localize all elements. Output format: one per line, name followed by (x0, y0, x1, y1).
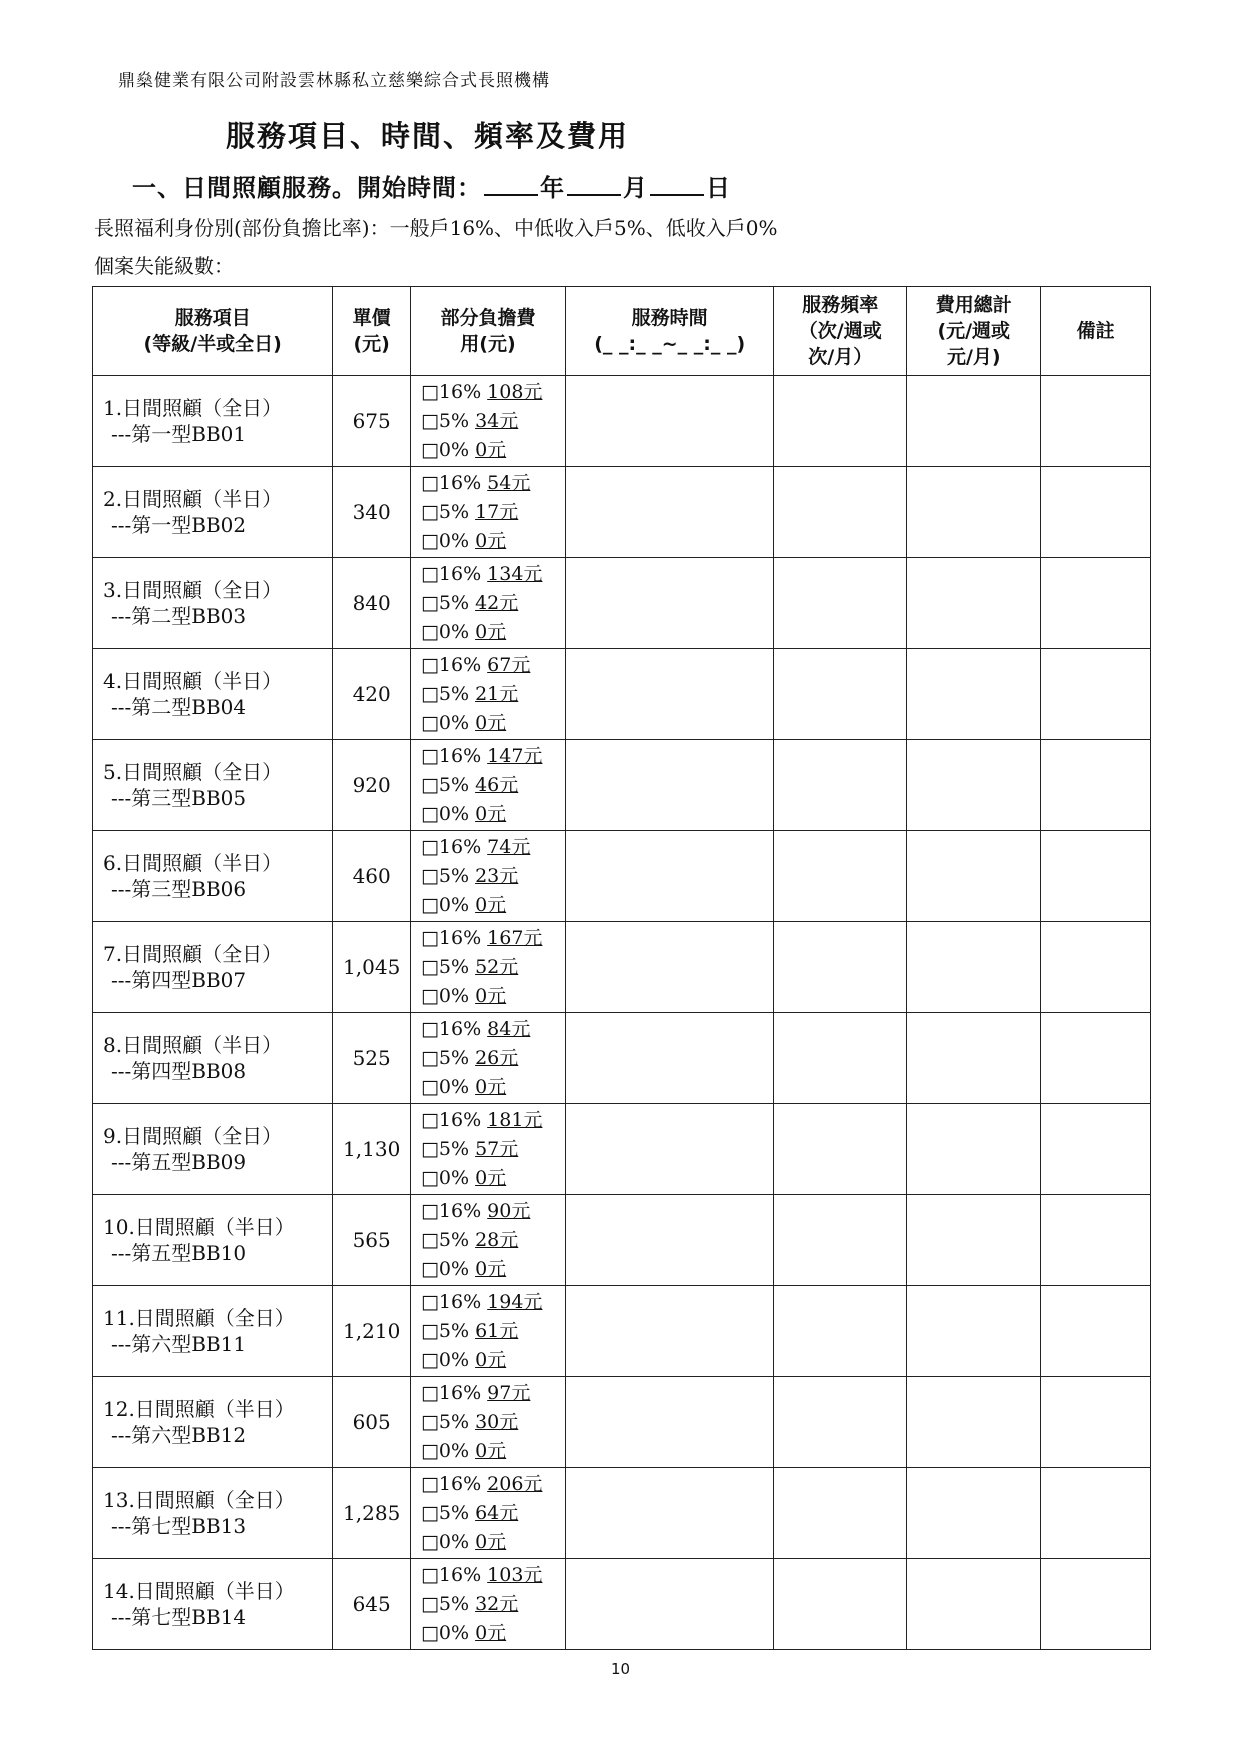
total-fee-cell[interactable] (907, 1286, 1041, 1377)
copay-cell (410, 467, 565, 558)
unit-price: 420 (333, 649, 411, 740)
unit-price: 645 (333, 1559, 411, 1650)
copay-cell (410, 831, 565, 922)
frequency-cell[interactable] (774, 467, 907, 558)
copay-option[interactable] (421, 891, 565, 920)
remarks-cell[interactable] (1041, 1286, 1151, 1377)
remarks-cell[interactable] (1041, 1195, 1151, 1286)
copay-amount: 74元 (487, 835, 531, 858)
copay-checkbox-label[interactable]: □5% (420, 773, 470, 796)
table-row (93, 922, 1151, 1013)
day-label: 日 (706, 174, 731, 202)
frequency-cell[interactable] (774, 1013, 907, 1104)
copay-checkbox-label[interactable]: □0% (420, 1439, 470, 1462)
copay-amount: 0元 (475, 1348, 507, 1371)
copay-amount: 64元 (475, 1501, 519, 1524)
unit-price: 460 (333, 831, 411, 922)
table-row (93, 1377, 1151, 1468)
frequency-cell[interactable] (774, 649, 907, 740)
service-name: 9.日間照顧（全日） (103, 1124, 283, 1148)
copay-cell (410, 376, 565, 467)
header-total-fee: 費用總計 (元/週或 元/月) (907, 287, 1041, 376)
service-fee-table (92, 286, 1151, 1650)
frequency-cell[interactable] (774, 831, 907, 922)
total-fee-cell[interactable] (907, 376, 1041, 467)
copay-checkbox-label[interactable]: □0% (420, 1166, 470, 1189)
service-item-cell (93, 922, 333, 1013)
copay-amount: 0元 (475, 1439, 507, 1462)
copay-checkbox-label[interactable]: □0% (420, 1530, 470, 1553)
copay-cell (410, 1286, 565, 1377)
unit-price: 1,045 (333, 922, 411, 1013)
table-row (93, 1468, 1151, 1559)
copay-option[interactable] (421, 953, 565, 982)
table-row (93, 558, 1151, 649)
remarks-cell[interactable] (1041, 922, 1151, 1013)
copay-checkbox-label[interactable]: □0% (420, 893, 470, 916)
copay-option[interactable] (421, 407, 565, 436)
copay-checkbox-label[interactable]: □0% (420, 802, 470, 825)
service-code: ---第四型BB07 (111, 968, 247, 992)
table-row (93, 740, 1151, 831)
copay-checkbox-label[interactable]: □16% (420, 926, 482, 949)
service-time-cell[interactable] (566, 558, 774, 649)
month-blank[interactable] (567, 172, 621, 196)
unit-price: 340 (333, 467, 411, 558)
copay-option[interactable] (421, 833, 565, 862)
copay-option[interactable] (421, 589, 565, 618)
copay-option[interactable] (421, 1044, 565, 1073)
copay-checkbox-label[interactable]: □16% (420, 1290, 482, 1313)
unit-price: 1,285 (333, 1468, 411, 1559)
copay-checkbox-label[interactable]: □5% (420, 1137, 470, 1160)
header-service-item: 服務項目 (等級/半或全日) (93, 287, 333, 376)
table-header-row (93, 287, 1151, 376)
copay-option[interactable] (421, 436, 565, 465)
remarks-cell[interactable] (1041, 740, 1151, 831)
remarks-cell[interactable] (1041, 831, 1151, 922)
copay-cell (410, 649, 565, 740)
copay-amount: 0元 (475, 984, 507, 1007)
service-code: ---第六型BB12 (111, 1423, 247, 1447)
copay-checkbox-label[interactable]: □5% (420, 1046, 470, 1069)
service-name: 12.日間照顧（半日） (103, 1397, 295, 1421)
copay-checkbox-label[interactable]: □5% (420, 1501, 470, 1524)
copay-amount: 42元 (475, 591, 519, 614)
copay-checkbox-label[interactable]: □16% (420, 1017, 482, 1040)
unit-price: 920 (333, 740, 411, 831)
total-fee-cell[interactable] (907, 1104, 1041, 1195)
copay-amount: 0元 (475, 893, 507, 916)
copay-amount: 103元 (487, 1563, 543, 1586)
service-time-cell[interactable] (566, 831, 774, 922)
copay-checkbox-label[interactable]: □0% (420, 1257, 470, 1280)
copay-option[interactable] (421, 498, 565, 527)
service-item-cell (93, 1013, 333, 1104)
service-code: ---第二型BB04 (111, 695, 247, 719)
remarks-cell[interactable] (1041, 1377, 1151, 1468)
copay-option[interactable] (421, 1499, 565, 1528)
page-number: 10 (610, 1660, 631, 1678)
copay-amount: 0元 (475, 711, 507, 734)
total-fee-cell[interactable] (907, 467, 1041, 558)
copay-checkbox-label[interactable]: □5% (420, 955, 470, 978)
copay-amount: 147元 (487, 744, 543, 767)
copay-checkbox-label[interactable]: □16% (420, 1381, 482, 1404)
service-name: 14.日間照顧（半日） (103, 1579, 295, 1603)
service-name: 10.日間照顧（半日） (103, 1215, 295, 1239)
copay-amount: 17元 (475, 500, 519, 523)
copay-ratio-note: 長照福利身份別(部份負擔比率)：一般戶16%、中低收入戶5%、低收入戶0% (94, 216, 778, 240)
copay-amount: 0元 (475, 438, 507, 461)
table-row (93, 649, 1151, 740)
service-item-cell (93, 1104, 333, 1195)
copay-checkbox-label[interactable]: □0% (420, 1348, 470, 1371)
copay-amount: 0元 (475, 529, 507, 552)
copay-amount: 97元 (487, 1381, 531, 1404)
copay-checkbox-label[interactable]: □16% (420, 380, 482, 403)
frequency-cell[interactable] (774, 1286, 907, 1377)
frequency-cell[interactable] (774, 558, 907, 649)
header-frequency: 服務頻率 （次/週或 次/月） (774, 287, 907, 376)
total-fee-cell[interactable] (907, 558, 1041, 649)
copay-checkbox-label[interactable]: □16% (420, 653, 482, 676)
copay-option[interactable] (421, 1317, 565, 1346)
service-name: 7.日間照顧（全日） (103, 942, 283, 966)
service-item-cell (93, 740, 333, 831)
copay-amount: 206元 (487, 1472, 543, 1495)
service-name: 13.日間照顧（全日） (103, 1488, 295, 1512)
copay-checkbox-label[interactable]: □5% (420, 1228, 470, 1251)
service-name: 8.日間照顧（半日） (103, 1033, 283, 1057)
copay-option[interactable] (421, 1164, 565, 1193)
page-title: 服務項目、時間、頻率及費用 (226, 119, 630, 153)
total-fee-cell[interactable] (907, 740, 1041, 831)
copay-option[interactable] (421, 1408, 565, 1437)
copay-checkbox-label[interactable]: □0% (420, 984, 470, 1007)
service-code: ---第三型BB06 (111, 877, 247, 901)
copay-option[interactable] (421, 771, 565, 800)
copay-cell (410, 1013, 565, 1104)
copay-option[interactable] (421, 680, 565, 709)
service-time-cell[interactable] (566, 1013, 774, 1104)
total-fee-cell[interactable] (907, 1013, 1041, 1104)
copay-checkbox-label[interactable]: □0% (420, 1621, 470, 1644)
service-code: ---第二型BB03 (111, 604, 247, 628)
header-copay: 部分負擔費 用(元) (410, 287, 565, 376)
service-name: 3.日間照顧（全日） (103, 578, 283, 602)
copay-checkbox-label[interactable]: □0% (420, 1075, 470, 1098)
service-time-cell[interactable] (566, 376, 774, 467)
frequency-cell[interactable] (774, 1559, 907, 1650)
copay-checkbox-label[interactable]: □0% (420, 620, 470, 643)
service-code: ---第七型BB14 (111, 1605, 247, 1629)
service-code: ---第五型BB09 (111, 1150, 247, 1174)
copay-amount: 134元 (487, 562, 543, 585)
copay-amount: 0元 (475, 620, 507, 643)
copay-option[interactable] (421, 1288, 565, 1317)
header-remarks: 備註 (1041, 287, 1151, 376)
total-fee-cell[interactable] (907, 922, 1041, 1013)
copay-checkbox-label[interactable]: □16% (420, 562, 482, 585)
table-row (93, 1195, 1151, 1286)
copay-amount: 23元 (475, 864, 519, 887)
copay-option[interactable] (421, 651, 565, 680)
copay-checkbox-label[interactable]: □0% (420, 529, 470, 552)
table-row (93, 1013, 1151, 1104)
remarks-cell[interactable] (1041, 1013, 1151, 1104)
copay-option[interactable] (421, 1528, 565, 1557)
total-fee-cell[interactable] (907, 1559, 1041, 1650)
service-name: 1.日間照顧（全日） (103, 396, 283, 420)
copay-checkbox-label[interactable]: □5% (420, 864, 470, 887)
remarks-cell[interactable] (1041, 376, 1151, 467)
copay-checkbox-label[interactable]: □5% (420, 1319, 470, 1342)
table-row (93, 1104, 1151, 1195)
frequency-cell[interactable] (774, 922, 907, 1013)
copay-checkbox-label[interactable]: □16% (420, 1563, 482, 1586)
remarks-cell[interactable] (1041, 1559, 1151, 1650)
total-fee-cell[interactable] (907, 1195, 1041, 1286)
remarks-cell[interactable] (1041, 1468, 1151, 1559)
copay-amount: 108元 (487, 380, 543, 403)
total-fee-cell[interactable] (907, 1468, 1041, 1559)
total-fee-cell[interactable] (907, 1377, 1041, 1468)
copay-amount: 0元 (475, 1530, 507, 1553)
copay-option[interactable] (421, 560, 565, 589)
copay-option[interactable] (421, 1590, 565, 1619)
service-item-cell (93, 1468, 333, 1559)
copay-checkbox-label[interactable]: □5% (420, 500, 470, 523)
remarks-cell[interactable] (1041, 467, 1151, 558)
unit-price: 840 (333, 558, 411, 649)
service-item-cell (93, 376, 333, 467)
copay-option[interactable] (421, 1255, 565, 1284)
service-item-cell (93, 558, 333, 649)
copay-amount: 0元 (475, 1621, 507, 1644)
copay-checkbox-label[interactable]: □16% (420, 1108, 482, 1131)
copay-cell (410, 740, 565, 831)
service-code: ---第四型BB08 (111, 1059, 247, 1083)
copay-checkbox-label[interactable]: □16% (420, 744, 482, 767)
copay-checkbox-label[interactable]: □16% (420, 835, 482, 858)
service-code: ---第三型BB05 (111, 786, 247, 810)
service-item-cell (93, 1377, 333, 1468)
frequency-cell[interactable] (774, 1377, 907, 1468)
copay-amount: 181元 (487, 1108, 543, 1131)
copay-amount: 90元 (487, 1199, 531, 1222)
copay-amount: 46元 (475, 773, 519, 796)
copay-option[interactable] (421, 982, 565, 1011)
service-time-cell[interactable] (566, 1286, 774, 1377)
service-name: 6.日間照顧（半日） (103, 851, 283, 875)
copay-amount: 0元 (475, 1166, 507, 1189)
copay-option[interactable] (421, 1106, 565, 1135)
copay-amount: 0元 (475, 1257, 507, 1280)
unit-price: 1,130 (333, 1104, 411, 1195)
table-row (93, 467, 1151, 558)
copay-option[interactable] (421, 527, 565, 556)
copay-checkbox-label[interactable]: □0% (420, 711, 470, 734)
copay-option[interactable] (421, 469, 565, 498)
copay-option[interactable] (421, 709, 565, 738)
unit-price: 605 (333, 1377, 411, 1468)
copay-checkbox-label[interactable]: □5% (420, 591, 470, 614)
frequency-cell[interactable] (774, 1468, 907, 1559)
unit-price: 525 (333, 1013, 411, 1104)
service-code: ---第六型BB11 (111, 1332, 247, 1356)
copay-checkbox-label[interactable]: □5% (420, 682, 470, 705)
copay-checkbox-label[interactable]: □5% (420, 1592, 470, 1615)
header-service-time: 服務時間 (_ _:_ _~_ _:_ _) (566, 287, 774, 376)
copay-cell (410, 1104, 565, 1195)
service-name: 5.日間照顧（全日） (103, 760, 283, 784)
copay-cell (410, 1468, 565, 1559)
copay-amount: 52元 (475, 955, 519, 978)
service-code: ---第七型BB13 (111, 1514, 247, 1538)
frequency-cell[interactable] (774, 740, 907, 831)
service-item-cell (93, 1286, 333, 1377)
copay-checkbox-label[interactable]: □16% (420, 1472, 482, 1495)
service-item-cell (93, 831, 333, 922)
copay-option[interactable] (421, 378, 565, 407)
unit-price: 565 (333, 1195, 411, 1286)
copay-amount: 57元 (475, 1137, 519, 1160)
unit-price: 1,210 (333, 1286, 411, 1377)
copay-cell (410, 1195, 565, 1286)
service-item-cell (93, 467, 333, 558)
copay-option[interactable] (421, 1619, 565, 1648)
table-row (93, 1559, 1151, 1650)
service-time-cell[interactable] (566, 922, 774, 1013)
copay-checkbox-label[interactable]: □0% (420, 438, 470, 461)
copay-option[interactable] (421, 742, 565, 771)
copay-option[interactable] (421, 1379, 565, 1408)
copay-option[interactable] (421, 1226, 565, 1255)
copay-option[interactable] (421, 1346, 565, 1375)
copay-checkbox-label[interactable]: □16% (420, 471, 482, 494)
unit-price: 675 (333, 376, 411, 467)
section-prefix: 一、日間照顧服務。開始時間： (132, 174, 482, 202)
service-name: 2.日間照顧（半日） (103, 487, 283, 511)
copay-option[interactable] (421, 862, 565, 891)
service-name: 4.日間照顧（半日） (103, 669, 283, 693)
copay-amount: 61元 (475, 1319, 519, 1342)
copay-checkbox-label[interactable]: □5% (420, 1410, 470, 1433)
day-blank[interactable] (650, 172, 704, 196)
copay-checkbox-label[interactable]: □16% (420, 1199, 482, 1222)
service-time-cell[interactable] (566, 1195, 774, 1286)
year-label: 年 (540, 174, 565, 202)
copay-amount: 0元 (475, 802, 507, 825)
copay-amount: 28元 (475, 1228, 519, 1251)
total-fee-cell[interactable] (907, 831, 1041, 922)
copay-option[interactable] (421, 1135, 565, 1164)
month-label: 月 (623, 174, 648, 202)
year-blank[interactable] (484, 172, 538, 196)
remarks-cell[interactable] (1041, 649, 1151, 740)
copay-option[interactable] (421, 1073, 565, 1102)
service-item-cell (93, 1559, 333, 1650)
copay-amount: 30元 (475, 1410, 519, 1433)
service-code: ---第五型BB10 (111, 1241, 247, 1265)
remarks-cell[interactable] (1041, 558, 1151, 649)
service-time-cell[interactable] (566, 1377, 774, 1468)
copay-amount: 21元 (475, 682, 519, 705)
copay-amount: 194元 (487, 1290, 543, 1313)
copay-option[interactable] (421, 1197, 565, 1226)
copay-cell (410, 1377, 565, 1468)
copay-option[interactable] (421, 1561, 565, 1590)
table-row (93, 376, 1151, 467)
disability-level-label: 個案失能級數： (94, 254, 234, 278)
header-unit-price: 單價 (元) (333, 287, 411, 376)
copay-checkbox-label[interactable]: □5% (420, 409, 470, 432)
service-code: ---第一型BB02 (111, 513, 247, 537)
copay-amount: 167元 (487, 926, 543, 949)
remarks-cell[interactable] (1041, 1104, 1151, 1195)
copay-cell (410, 922, 565, 1013)
service-time-cell[interactable] (566, 1104, 774, 1195)
copay-amount: 67元 (487, 653, 531, 676)
service-item-cell (93, 649, 333, 740)
table-row (93, 831, 1151, 922)
organization-name: 鼎燊健業有限公司附設雲林縣私立慈樂綜合式長照機構 (118, 71, 550, 91)
frequency-cell[interactable] (774, 376, 907, 467)
service-time-cell[interactable] (566, 467, 774, 558)
frequency-cell[interactable] (774, 1104, 907, 1195)
service-item-cell (93, 1195, 333, 1286)
frequency-cell[interactable] (774, 1195, 907, 1286)
copay-amount: 0元 (475, 1075, 507, 1098)
copay-amount: 34元 (475, 409, 519, 432)
copay-amount: 84元 (487, 1017, 531, 1040)
service-time-cell[interactable] (566, 1559, 774, 1650)
copay-cell (410, 1559, 565, 1650)
copay-amount: 54元 (487, 471, 531, 494)
total-fee-cell[interactable] (907, 649, 1041, 740)
copay-cell (410, 558, 565, 649)
service-time-cell[interactable] (566, 740, 774, 831)
service-time-cell[interactable] (566, 1468, 774, 1559)
service-time-cell[interactable] (566, 649, 774, 740)
copay-amount: 26元 (475, 1046, 519, 1069)
copay-option[interactable] (421, 800, 565, 829)
copay-option[interactable] (421, 1015, 565, 1044)
section-heading (132, 168, 731, 203)
service-code: ---第一型BB01 (111, 422, 247, 446)
copay-option[interactable] (421, 924, 565, 953)
table-row (93, 1286, 1151, 1377)
copay-option[interactable] (421, 1470, 565, 1499)
copay-amount: 32元 (475, 1592, 519, 1615)
service-name: 11.日間照顧（全日） (103, 1306, 295, 1330)
copay-option[interactable] (421, 1437, 565, 1466)
copay-option[interactable] (421, 618, 565, 647)
